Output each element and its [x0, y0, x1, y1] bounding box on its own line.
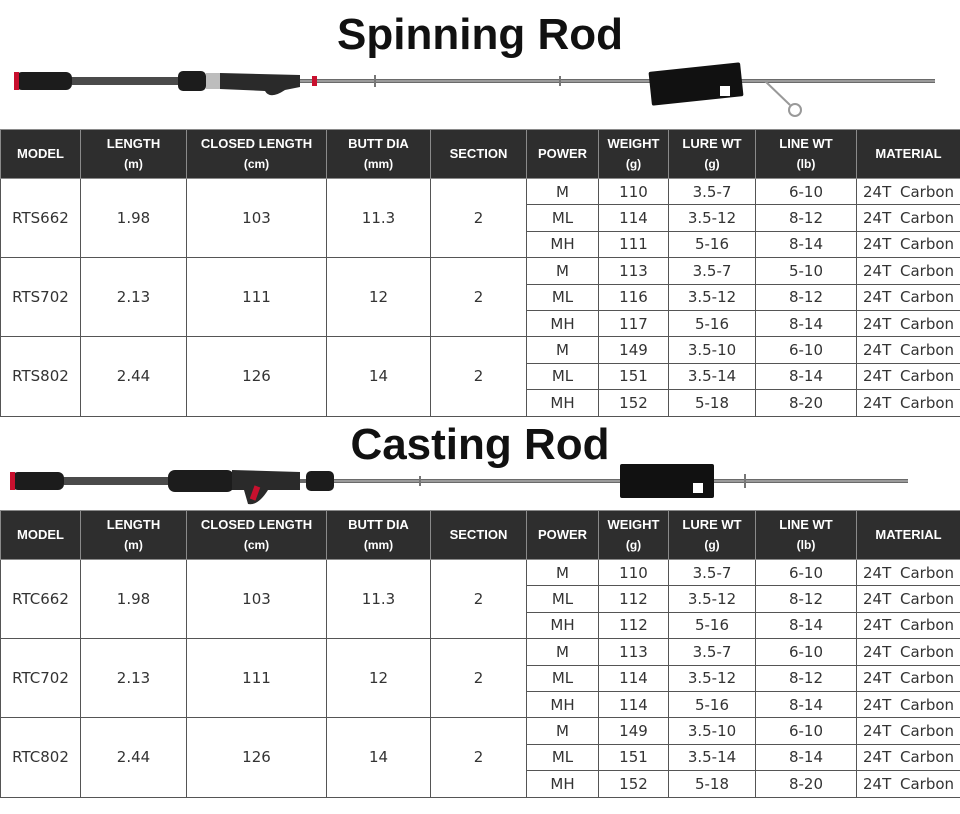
length-cell: 1.98 — [81, 560, 187, 639]
model-cell: RTC702 — [1, 639, 81, 718]
weight-cell: 110 — [599, 179, 669, 205]
line-wt-cell: 6-10 — [756, 337, 857, 363]
line-wt-cell: 8-12 — [756, 665, 857, 691]
section-cell: 2 — [431, 337, 527, 416]
closed-length-cell: 103 — [187, 560, 327, 639]
power-cell: M — [527, 179, 599, 205]
material-cell: 24T Carbon — [857, 205, 960, 231]
spinning-title: Spinning Rod — [337, 10, 623, 59]
spinning-spec-table — [0, 129, 960, 417]
butt-dia-cell: 11.3 — [327, 560, 431, 639]
material-cell: 24T Carbon — [857, 231, 960, 257]
col-header: CLOSED LENGTH (cm) — [187, 511, 327, 560]
col-header: WEIGHT (g) — [599, 511, 669, 560]
material-cell: 24T Carbon — [857, 284, 960, 310]
col-header: SECTION — [431, 130, 527, 179]
power-cell: MH — [527, 771, 599, 797]
weight-cell: 149 — [599, 718, 669, 744]
lure-wt-cell: 3.5-14 — [669, 744, 756, 770]
col-header: LENGTH (m) — [81, 511, 187, 560]
power-cell: M — [527, 337, 599, 363]
lure-wt-cell: 3.5-7 — [669, 639, 756, 665]
weight-cell: 110 — [599, 560, 669, 586]
line-wt-cell: 8-12 — [756, 586, 857, 612]
col-header: LURE WT (g) — [669, 130, 756, 179]
col-header: MODEL — [1, 130, 81, 179]
weight-cell: 114 — [599, 665, 669, 691]
table-row — [1, 718, 960, 744]
lure-wt-cell: 3.5-12 — [669, 665, 756, 691]
casting-title: Casting Rod — [350, 420, 610, 469]
table-row — [1, 258, 960, 284]
lure-wt-cell: 3.5-12 — [669, 205, 756, 231]
col-header: MATERIAL — [857, 130, 960, 179]
material-cell: 24T Carbon — [857, 337, 960, 363]
casting-spec-table — [0, 510, 960, 798]
model-cell: RTC662 — [1, 560, 81, 639]
weight-cell: 151 — [599, 744, 669, 770]
material-cell: 24T Carbon — [857, 718, 960, 744]
spinning-rod-icon — [0, 60, 960, 128]
power-cell: M — [527, 718, 599, 744]
weight-cell: 152 — [599, 390, 669, 416]
butt-dia-cell: 14 — [327, 337, 431, 416]
material-cell: 24T Carbon — [857, 691, 960, 717]
material-cell: 24T Carbon — [857, 744, 960, 770]
material-cell: 24T Carbon — [857, 363, 960, 389]
material-cell: 24T Carbon — [857, 310, 960, 336]
power-cell: ML — [527, 665, 599, 691]
material-cell: 24T Carbon — [857, 612, 960, 638]
lure-wt-cell: 3.5-7 — [669, 258, 756, 284]
power-cell: MH — [527, 612, 599, 638]
col-header: BUTT DIA (mm) — [327, 511, 431, 560]
col-header: LINE WT (lb) — [756, 511, 857, 560]
line-wt-cell: 6-10 — [756, 718, 857, 744]
line-wt-cell: 8-14 — [756, 363, 857, 389]
model-cell: RTS662 — [1, 179, 81, 258]
weight-cell: 117 — [599, 310, 669, 336]
weight-cell: 113 — [599, 258, 669, 284]
power-cell: M — [527, 639, 599, 665]
lure-wt-cell: 5-18 — [669, 771, 756, 797]
line-wt-cell: 8-14 — [756, 744, 857, 770]
weight-cell: 113 — [599, 639, 669, 665]
lure-wt-cell: 3.5-10 — [669, 718, 756, 744]
weight-cell: 112 — [599, 586, 669, 612]
model-cell: RTS702 — [1, 258, 81, 337]
col-header: BUTT DIA (mm) — [327, 130, 431, 179]
lure-wt-cell: 3.5-14 — [669, 363, 756, 389]
butt-dia-cell: 11.3 — [327, 179, 431, 258]
material-cell: 24T Carbon — [857, 390, 960, 416]
closed-length-cell: 126 — [187, 337, 327, 416]
length-cell: 2.44 — [81, 718, 187, 797]
butt-dia-cell: 12 — [327, 258, 431, 337]
col-header: LINE WT (lb) — [756, 130, 857, 179]
material-cell: 24T Carbon — [857, 179, 960, 205]
model-cell: RTS802 — [1, 337, 81, 416]
closed-length-cell: 111 — [187, 639, 327, 718]
col-header: MODEL — [1, 511, 81, 560]
material-cell: 24T Carbon — [857, 771, 960, 797]
weight-cell: 116 — [599, 284, 669, 310]
line-wt-cell: 8-14 — [756, 310, 857, 336]
line-wt-cell: 6-10 — [756, 639, 857, 665]
power-cell: M — [527, 560, 599, 586]
closed-length-cell: 126 — [187, 718, 327, 797]
col-header: LURE WT (g) — [669, 511, 756, 560]
power-cell: ML — [527, 586, 599, 612]
butt-dia-cell: 12 — [327, 639, 431, 718]
section-cell: 2 — [431, 179, 527, 258]
line-wt-cell: 8-20 — [756, 771, 857, 797]
casting-rod-icon — [0, 460, 960, 510]
col-header: POWER — [527, 130, 599, 179]
weight-cell: 149 — [599, 337, 669, 363]
spinning-rod-image — [0, 60, 960, 128]
col-header: WEIGHT (g) — [599, 130, 669, 179]
material-cell: 24T Carbon — [857, 665, 960, 691]
col-header: LENGTH (m) — [81, 130, 187, 179]
lure-wt-cell: 3.5-7 — [669, 179, 756, 205]
lure-wt-cell: 3.5-12 — [669, 586, 756, 612]
col-header: CLOSED LENGTH (cm) — [187, 130, 327, 179]
length-cell: 2.13 — [81, 639, 187, 718]
lure-wt-cell: 3.5-10 — [669, 337, 756, 363]
weight-cell: 152 — [599, 771, 669, 797]
power-cell: ML — [527, 744, 599, 770]
weight-cell: 112 — [599, 612, 669, 638]
line-wt-cell: 8-20 — [756, 390, 857, 416]
table-header-row — [1, 130, 960, 179]
casting-rod-image — [0, 460, 960, 510]
line-wt-cell: 6-10 — [756, 179, 857, 205]
power-cell: MH — [527, 691, 599, 717]
material-cell: 24T Carbon — [857, 258, 960, 284]
material-cell: 24T Carbon — [857, 586, 960, 612]
line-wt-cell: 5-10 — [756, 258, 857, 284]
weight-cell: 151 — [599, 363, 669, 389]
col-header: POWER — [527, 511, 599, 560]
line-wt-cell: 8-14 — [756, 691, 857, 717]
line-wt-cell: 8-14 — [756, 612, 857, 638]
material-cell: 24T Carbon — [857, 560, 960, 586]
power-cell: ML — [527, 284, 599, 310]
table-header-row — [1, 511, 960, 560]
closed-length-cell: 103 — [187, 179, 327, 258]
col-header: SECTION — [431, 511, 527, 560]
lure-wt-cell: 3.5-7 — [669, 560, 756, 586]
lure-wt-cell: 5-18 — [669, 390, 756, 416]
section-cell: 2 — [431, 639, 527, 718]
line-wt-cell: 8-14 — [756, 231, 857, 257]
line-wt-cell: 8-12 — [756, 284, 857, 310]
table-row — [1, 560, 960, 586]
weight-cell: 111 — [599, 231, 669, 257]
material-cell: 24T Carbon — [857, 639, 960, 665]
weight-cell: 114 — [599, 691, 669, 717]
power-cell: MH — [527, 310, 599, 336]
lure-wt-cell: 5-16 — [669, 691, 756, 717]
length-cell: 1.98 — [81, 179, 187, 258]
section-cell: 2 — [431, 718, 527, 797]
lure-wt-cell: 5-16 — [669, 612, 756, 638]
power-cell: ML — [527, 205, 599, 231]
power-cell: MH — [527, 231, 599, 257]
table-row — [1, 179, 960, 205]
lure-wt-cell: 5-16 — [669, 231, 756, 257]
weight-cell: 114 — [599, 205, 669, 231]
table-row — [1, 337, 960, 363]
col-header: MATERIAL — [857, 511, 960, 560]
power-cell: ML — [527, 363, 599, 389]
line-wt-cell: 8-12 — [756, 205, 857, 231]
model-cell: RTC802 — [1, 718, 81, 797]
lure-wt-cell: 5-16 — [669, 310, 756, 336]
section-cell: 2 — [431, 258, 527, 337]
table-row — [1, 639, 960, 665]
power-cell: MH — [527, 390, 599, 416]
section-cell: 2 — [431, 560, 527, 639]
butt-dia-cell: 14 — [327, 718, 431, 797]
power-cell: M — [527, 258, 599, 284]
length-cell: 2.13 — [81, 258, 187, 337]
line-wt-cell: 6-10 — [756, 560, 857, 586]
closed-length-cell: 111 — [187, 258, 327, 337]
length-cell: 2.44 — [81, 337, 187, 416]
lure-wt-cell: 3.5-12 — [669, 284, 756, 310]
